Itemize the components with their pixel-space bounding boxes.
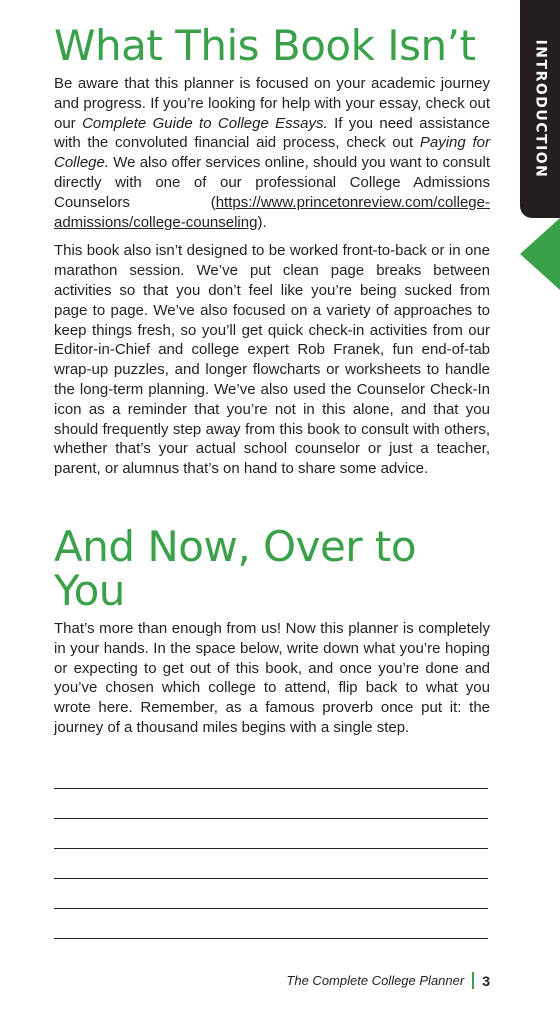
page-number: 3 <box>482 972 490 989</box>
book-title-essays: Complete Guide to College Essays. <box>82 114 328 132</box>
writing-line <box>54 908 488 909</box>
writing-line <box>54 878 488 879</box>
paragraph-academic-focus <box>54 74 490 232</box>
footer-book-title: The Complete College Planner <box>286 973 465 988</box>
section-tab-label-wrap <box>520 0 560 218</box>
page-content <box>54 21 490 738</box>
tab-accent-triangle <box>520 218 560 290</box>
counseling-link[interactable]: https://www.princetonreview.com/college-admissions/college-counseling <box>54 193 490 231</box>
para1-text-a: Be aware that this planner is focused on your academic journey and progress. If you’re looking for help with your essay, check out our <box>54 75 490 132</box>
writing-line <box>54 788 488 789</box>
paragraph-over-to-you: That’s more than enough from us! Now this planner is completely in your hands. In the space below, write down what you’re hoping or expecting to get out of this book, and once you’re done and you’ve chosen which college to attend, flip back to what you wrote here. Remember, as a famous proverb once put it: the journey of a thousand miles begins with a single step. <box>54 619 490 736</box>
writing-line <box>54 938 488 939</box>
book-title-paying: Paying for College. <box>54 134 490 172</box>
footer-separator <box>472 972 474 989</box>
writing-line <box>54 848 488 849</box>
section-heading-what-this-book-isnt: What This Book Isn’t <box>54 21 476 70</box>
section-heading-over-to-you: And Now, Over to You <box>54 521 417 615</box>
para1-text-c: If you need assistance with the convoluted financial aid process, check out <box>54 114 490 152</box>
section-tab-label: INTRODUCTION <box>532 39 548 179</box>
para1-text-f: ). <box>257 213 267 231</box>
writing-line <box>54 818 488 819</box>
writing-lines <box>54 788 488 968</box>
page-footer <box>286 972 490 989</box>
para1-text-e: We also offer services online, should you want to consult directly with one of our professional College Admissions Counselors ( <box>54 154 490 211</box>
paragraph-not-front-to-back: This book also isn’t designed to be worked front-to-back or in one marathon session. We’ve put clean page breaks between activities so that you don’t feel like you’re being sucked from page to page. We’ve also focused on a variety of approaches to keep things fresh, so you’ll get quick check-in activities from our Editor-in-Chief and college expert Rob Franek, fun end-of-tab wrap-up puzzles, and longer flowcharts or worksheets to handle the long-term planning. We’ve also used the Counselor Check-In icon as a reminder that you’re not in this alone, and that you should frequently step away from this book to consult with others, whether that’s your actual school counselor or just a teacher, parent, or alumnus that’s on hand to share some advice. <box>54 242 490 478</box>
section-tab-accent <box>520 218 560 290</box>
